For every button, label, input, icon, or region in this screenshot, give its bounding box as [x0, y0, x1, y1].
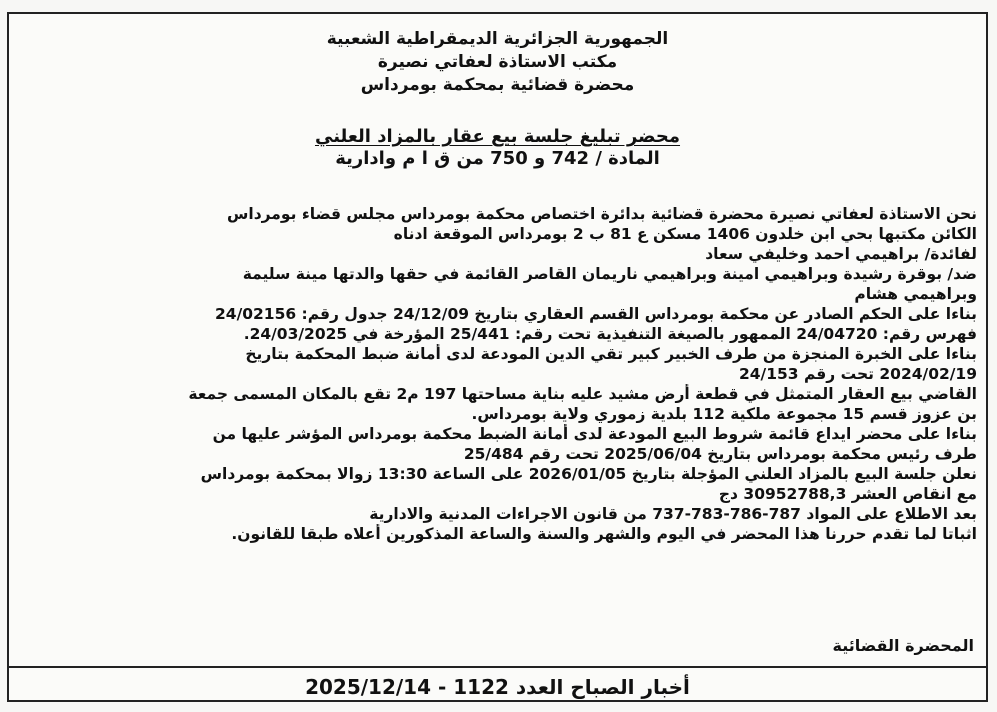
body-line: بناءا على الحكم الصادر عن محكمة بومرداس القسم العقاري بتاريخ 24/12/09 جدول رقم: 24/02156: [215, 305, 977, 323]
body-line: لفائدة/ براهيمي احمد وخليفي سعاد: [705, 245, 977, 263]
republic-name: الجمهورية الجزائرية الديمقراطية الشعبية: [326, 29, 669, 49]
body-line: بناءا على محضر ايداع قائمة شروط البيع المودعة لدى أمانة الضبط محكمة بومرداس المؤشر عليها من: [212, 425, 977, 443]
body-line: طرف رئيس محكمة بومرداس بتاريخ 2025/06/04 تحت رقم 25/484: [463, 445, 977, 463]
bailiff-title: محضرة قضائية بمحكمة بومرداس: [360, 75, 635, 95]
body-line: بناءا على الخبرة المنجزة من طرف الخبير كبير تقي الدين المودعة لدى أمانة ضبط المحكمة بتاريخ: [245, 345, 977, 363]
body-line: ضد/ بوقرة رشيدة وبراهيمي امينة وبراهيمي ناريمان القاصر القائمة في حقها والدتها مينة سليمة: [242, 265, 977, 283]
body-line: وبراهيمي هشام: [854, 285, 977, 303]
notice-header: [9, 28, 986, 97]
publication-footer: أخبار الصباح العدد 1122 - 2025/12/14: [305, 675, 690, 699]
body-line: نحن الاستاذة لعفاتي نصيرة محضرة قضائية بدائرة اختصاص محكمة بومرداس مجلس قضاء بومرداس: [227, 205, 977, 223]
body-line: فهرس رقم: 24/04720 الممهور بالصيغة التنفيذية تحت رقم: 25/441 المؤرخة في 24/03/2025.: [243, 325, 977, 343]
legal-article: المادة / 742 و 750 من ق ا م وادارية: [335, 148, 660, 169]
notice-subject: [9, 126, 986, 170]
body-line: القاضي بيع العقار المتمثل في قطعة أرض مشيد عليه بناية مساحتها 197 م2 تقع بالمكان المسمى جمعة: [188, 385, 977, 403]
body-line: الكائن مكتبها بحي ابن خلدون 1406 مسكن ع 81 ب 2 بومرداس الموقعة ادناه: [393, 225, 977, 243]
signature-label: المحضرة القضائية: [832, 636, 974, 655]
notice-title: محضر تبليغ جلسة بيع عقار بالمزاد العلني: [314, 126, 681, 147]
office-name: مكتب الاستاذة لعفاتي نصيرة: [377, 52, 618, 72]
body-line: نعلن جلسة البيع بالمزاد العلني المؤجلة بتاريخ 2026/01/05 على الساعة 13:30 زوالا بمحكمة بومرداس: [200, 465, 977, 483]
notice-body: [19, 204, 977, 544]
body-line: بعد الاطلاع على المواد 787-786-783-737 من قانون الاجراءات المدنية والادارية: [369, 505, 977, 523]
body-line: 2024/02/19 تحت رقم 24/153: [738, 365, 977, 383]
legal-notice-frame: [7, 12, 988, 702]
body-line: اثباتا لما تقدم حررنا هذا المحضر في اليوم والشهر والسنة والساعة المذكورين أعلاه طبقا للقانون.: [231, 525, 977, 543]
body-line: بن عزوز قسم 15 مجموعة ملكية 112 بلدية زموري ولاية بومرداس.: [471, 405, 977, 423]
footer-divider: [9, 666, 986, 668]
body-line: مع انقاص العشر 30952788,3 دج: [718, 485, 977, 503]
